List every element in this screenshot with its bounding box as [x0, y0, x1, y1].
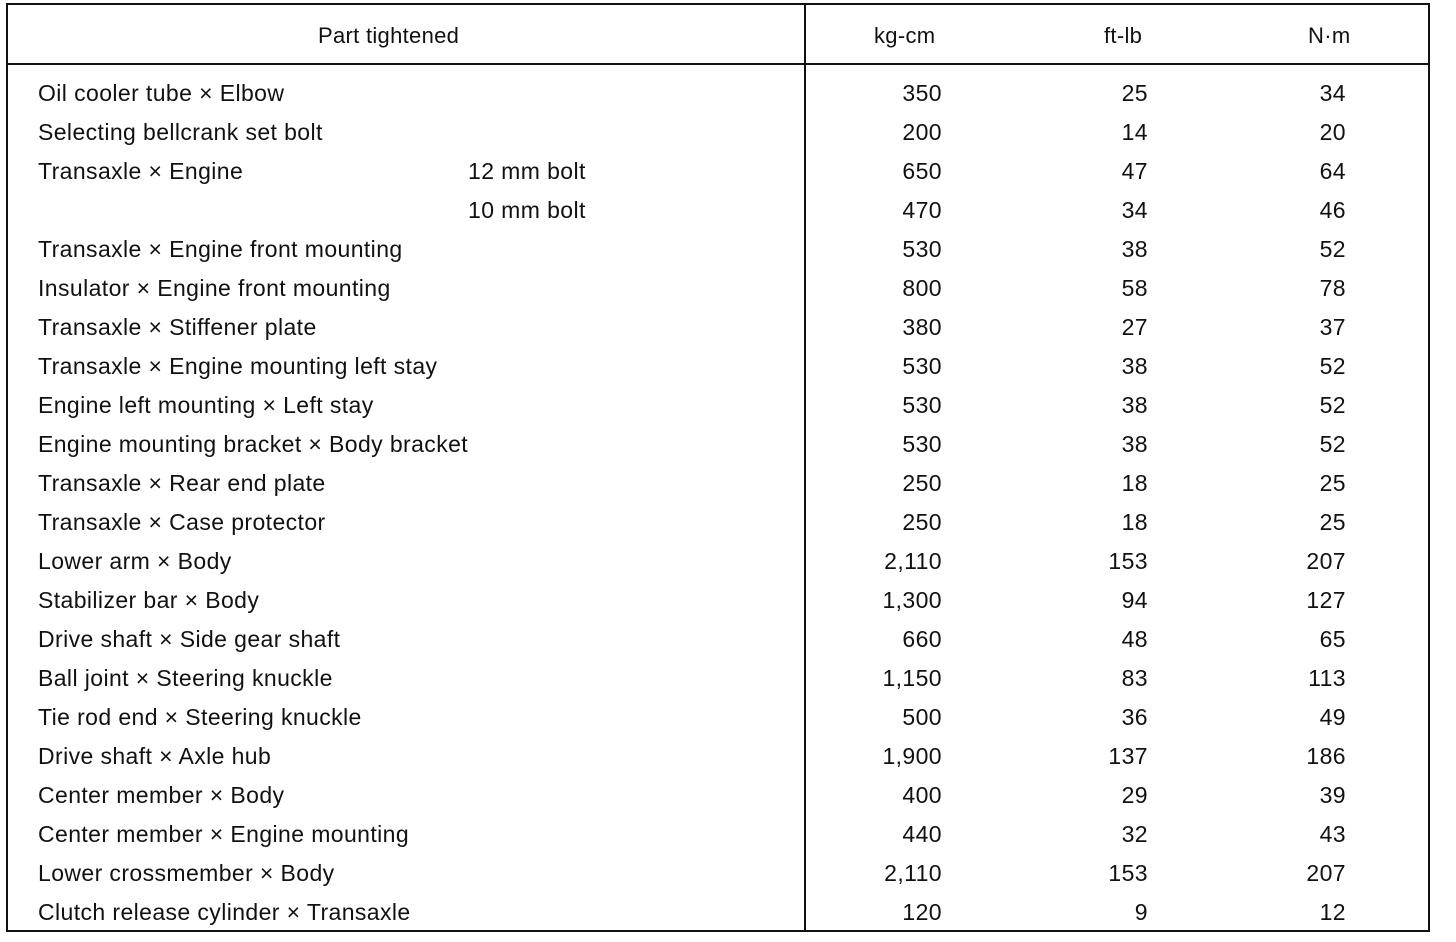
n-m-cell: 37 [1319, 314, 1346, 340]
table-row [8, 621, 1428, 660]
kg-cm-cell: 120 [902, 899, 942, 925]
ft-lb-cell: 34 [1121, 197, 1148, 223]
ft-lb-cell: 9 [1134, 899, 1148, 925]
table-row [8, 777, 1428, 816]
table-row [8, 699, 1428, 738]
table-row [8, 816, 1428, 855]
ft-lb-cell: 47 [1121, 158, 1148, 184]
table-row [8, 75, 1428, 114]
n-m-cell: 52 [1319, 392, 1346, 418]
n-m-cell: 12 [1319, 899, 1346, 925]
n-m-cell: 52 [1319, 353, 1346, 379]
ft-lb-cell: 38 [1121, 392, 1148, 418]
kg-cm-cell: 380 [902, 314, 942, 340]
table-row [8, 894, 1428, 933]
part-cell: Lower arm × Body [38, 548, 232, 574]
n-m-cell: 46 [1319, 197, 1346, 223]
ft-lb-cell: 94 [1121, 587, 1148, 613]
kg-cm-cell: 200 [902, 119, 942, 145]
n-m-cell: 20 [1319, 119, 1346, 145]
kg-cm-cell: 400 [902, 782, 942, 808]
table-row [8, 465, 1428, 504]
kg-cm-cell: 250 [902, 509, 942, 535]
part-cell: Drive shaft × Axle hub [38, 743, 272, 769]
part-cell: Drive shaft × Side gear shaft [38, 626, 341, 652]
n-m-cell: 127 [1306, 587, 1346, 613]
part-cell: Tie rod end × Steering knuckle [38, 704, 362, 730]
table-row [8, 309, 1428, 348]
n-m-cell: 25 [1319, 509, 1346, 535]
part-cell: Transaxle × Engine mounting left stay [38, 353, 438, 379]
kg-cm-cell: 500 [902, 704, 942, 730]
table-row [8, 348, 1428, 387]
header-n-m: N·m [1308, 23, 1351, 48]
ft-lb-cell: 18 [1121, 470, 1148, 496]
table-row [8, 426, 1428, 465]
header-ft-lb: ft-lb [1104, 23, 1143, 48]
kg-cm-cell: 350 [902, 80, 942, 106]
n-m-cell: 207 [1306, 860, 1346, 886]
n-m-cell: 65 [1319, 626, 1346, 652]
ft-lb-cell: 137 [1108, 743, 1148, 769]
table-row [8, 387, 1428, 426]
kg-cm-cell: 660 [902, 626, 942, 652]
part-cell: Transaxle × Case protector [38, 509, 326, 535]
part-cell: Selecting bellcrank set bolt [38, 119, 323, 145]
table-row [8, 660, 1428, 699]
kg-cm-cell: 800 [902, 275, 942, 301]
n-m-cell: 52 [1319, 236, 1346, 262]
header-kg-cm: kg-cm [874, 23, 936, 48]
n-m-cell: 186 [1306, 743, 1346, 769]
n-m-cell: 207 [1306, 548, 1346, 574]
ft-lb-cell: 32 [1121, 821, 1148, 847]
kg-cm-cell: 1,900 [882, 743, 942, 769]
table-row [8, 270, 1428, 309]
part-cell: Lower crossmember × Body [38, 860, 335, 886]
kg-cm-cell: 530 [902, 392, 942, 418]
part-cell: Stabilizer bar × Body [38, 587, 260, 613]
part-cell: Transaxle × Stiffener plate [38, 314, 317, 340]
ft-lb-cell: 153 [1108, 548, 1148, 574]
ft-lb-cell: 18 [1121, 509, 1148, 535]
kg-cm-cell: 1,150 [882, 665, 942, 691]
table-row [8, 543, 1428, 582]
n-m-cell: 113 [1308, 665, 1346, 691]
ft-lb-cell: 38 [1121, 236, 1148, 262]
ft-lb-cell: 38 [1121, 353, 1148, 379]
n-m-cell: 52 [1319, 431, 1346, 457]
n-m-cell: 49 [1319, 704, 1346, 730]
ft-lb-cell: 153 [1108, 860, 1148, 886]
part-cell: Center member × Engine mounting [38, 821, 410, 847]
part-cell: Transaxle × Rear end plate [38, 470, 326, 496]
part-cell: Center member × Body [38, 782, 285, 808]
part-cell: Ball joint × Steering knuckle [38, 665, 333, 691]
ft-lb-cell: 25 [1121, 80, 1148, 106]
header-part-tightened: Part tightened [318, 23, 460, 48]
bolt-size-cell: 10 mm bolt [468, 197, 586, 223]
kg-cm-cell: 650 [902, 158, 942, 184]
table-row [8, 153, 1428, 192]
table-row [8, 855, 1428, 894]
table-row [8, 504, 1428, 543]
kg-cm-cell: 530 [902, 353, 942, 379]
kg-cm-cell: 250 [902, 470, 942, 496]
part-cell: Transaxle × Engine front mounting [38, 236, 403, 262]
table-row [8, 192, 1428, 231]
table-row [8, 231, 1428, 270]
kg-cm-cell: 470 [902, 197, 942, 223]
n-m-cell: 64 [1319, 158, 1346, 184]
n-m-cell: 78 [1319, 275, 1346, 301]
header-divider [8, 63, 1428, 65]
part-cell: Engine mounting bracket × Body bracket [38, 431, 469, 457]
n-m-cell: 43 [1319, 821, 1346, 847]
torque-spec-table [6, 3, 1430, 932]
ft-lb-cell: 58 [1121, 275, 1148, 301]
table-row [8, 738, 1428, 777]
ft-lb-cell: 83 [1121, 665, 1148, 691]
kg-cm-cell: 2,110 [884, 860, 942, 886]
part-cell: Engine left mounting × Left stay [38, 392, 374, 418]
table-row [8, 114, 1428, 153]
kg-cm-cell: 1,300 [882, 587, 942, 613]
n-m-cell: 39 [1319, 782, 1346, 808]
n-m-cell: 25 [1319, 470, 1346, 496]
kg-cm-cell: 440 [902, 821, 942, 847]
table-body [8, 75, 1428, 933]
kg-cm-cell: 530 [902, 236, 942, 262]
ft-lb-cell: 48 [1121, 626, 1148, 652]
bolt-size-cell: 12 mm bolt [468, 158, 586, 184]
ft-lb-cell: 36 [1121, 704, 1148, 730]
part-cell: Oil cooler tube × Elbow [38, 80, 285, 106]
ft-lb-cell: 27 [1121, 314, 1148, 340]
kg-cm-cell: 2,110 [884, 548, 942, 574]
ft-lb-cell: 14 [1121, 119, 1148, 145]
n-m-cell: 34 [1319, 80, 1346, 106]
part-cell: Insulator × Engine front mounting [38, 275, 391, 301]
ft-lb-cell: 38 [1121, 431, 1148, 457]
table-row [8, 582, 1428, 621]
ft-lb-cell: 29 [1121, 782, 1148, 808]
part-cell: Transaxle × Engine [38, 158, 244, 184]
part-cell: Clutch release cylinder × Transaxle [38, 899, 411, 925]
kg-cm-cell: 530 [902, 431, 942, 457]
